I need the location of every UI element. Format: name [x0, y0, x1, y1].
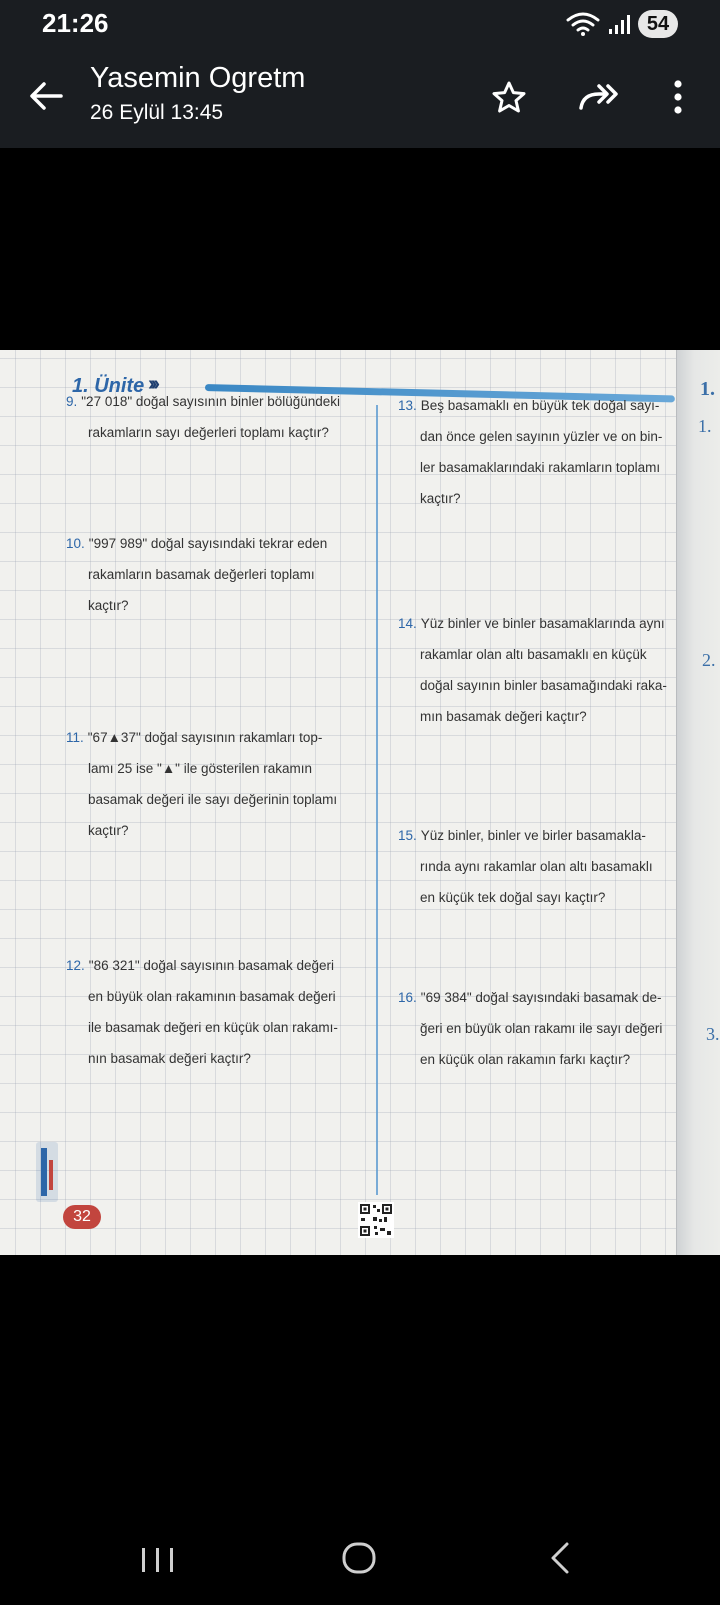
question-14: [398, 608, 667, 732]
question-text: kaçtır?: [88, 823, 129, 838]
question-text: basamak değeri ile sayı değerinin toplamı: [88, 792, 338, 807]
question-text: en büyük olan rakamının basamak değeri: [88, 989, 336, 1004]
question-text: rakamlar olan altı basamaklı en küçük: [420, 647, 647, 662]
next-page-number: 1.: [698, 416, 712, 436]
question-text: "69 384" doğal sayısındaki basamak de-: [420, 990, 662, 1005]
star-button[interactable]: [488, 76, 530, 118]
question-text: Yüz binler, binler ve birler basamakla-: [420, 828, 646, 843]
question-text: "86 321" doğal sayısının basamak değeri: [88, 958, 335, 973]
question-text: Beş basamaklı en büyük tek doğal sayı-: [420, 398, 660, 413]
page-number: 32: [63, 1205, 101, 1229]
question-text: mın basamak değeri kaçtır?: [420, 709, 587, 724]
next-page-number: 3.: [706, 1024, 720, 1044]
status-icons: [566, 10, 678, 38]
publisher-logo: [32, 1140, 62, 1204]
forward-button[interactable]: [575, 76, 621, 118]
wifi-icon: [566, 11, 600, 37]
navigation-bar: [0, 1510, 720, 1605]
question-text: en küçük olan rakamın farkı kaçtır?: [420, 1052, 631, 1067]
question-number: 15.: [398, 828, 417, 843]
status-bar: [0, 0, 720, 48]
question-number: 12.: [66, 958, 85, 973]
question-number: 16.: [398, 990, 417, 1005]
question-text: ler basamaklarındaki rakamların toplamı: [420, 460, 661, 475]
next-page-number: 1.: [700, 378, 715, 400]
column-divider: [376, 405, 378, 1195]
question-9: [66, 386, 340, 448]
question-number: 13.: [398, 398, 417, 413]
question-text: ile basamak değeri en küçük olan rakamı-: [88, 1020, 338, 1035]
question-text: nın basamak değeri kaçtır?: [88, 1051, 251, 1066]
question-16: [398, 982, 662, 1075]
question-text: doğal sayının binler basamağındaki raka-: [420, 678, 667, 693]
question-12: [66, 950, 338, 1074]
back-button[interactable]: [24, 74, 68, 118]
question-text: "997 989" doğal sayısındaki tekrar eden: [88, 536, 328, 551]
forward-icon: [577, 82, 619, 112]
attached-photo[interactable]: [0, 350, 720, 1255]
question-13: [398, 390, 662, 514]
question-text: kaçtır?: [88, 598, 129, 613]
next-page-number: 2.: [702, 650, 716, 670]
signal-icon: [608, 13, 630, 35]
arrow-left-icon: [29, 81, 63, 111]
home-icon[interactable]: [340, 1538, 380, 1578]
back-icon[interactable]: [545, 1538, 575, 1578]
question-text: ğeri en büyük olan rakamı ile sayı değeri: [420, 1021, 663, 1036]
sent-date: 26 Eylül 13:45: [90, 101, 224, 124]
question-text: lamı 25 ise "▲" ile gösterilen rakamın: [88, 761, 313, 776]
question-text: rakamların basamak değerleri toplamı: [88, 567, 315, 582]
star-icon: [491, 80, 527, 114]
unit-title: 1. Ünite: [72, 375, 145, 397]
qr-code-icon: [358, 1202, 394, 1238]
question-10: [66, 528, 327, 621]
question-number: 10.: [66, 536, 85, 551]
question-text: dan önce gelen sayının yüzler ve on bin-: [420, 429, 663, 444]
question-11: [66, 722, 337, 846]
battery-badge: 54: [638, 10, 678, 38]
question-text: en küçük tek doğal sayı kaçtır?: [420, 890, 606, 905]
question-text: "27 018" doğal sayısının binler bölüğündeki: [81, 394, 341, 409]
question-text: Yüz binler ve binler basamaklarında aynı: [420, 616, 665, 631]
question-text: rakamların sayı değerleri toplamı kaçtır?: [88, 425, 329, 440]
question-number: 11.: [66, 730, 84, 745]
more-options-button[interactable]: [660, 74, 696, 120]
sender-name: Yasemin Ogretm: [90, 62, 306, 94]
question-text: "67▲37" doğal sayısının rakamları top-: [87, 730, 323, 745]
recent-apps-icon[interactable]: [138, 1540, 178, 1580]
next-page-edge: [676, 350, 720, 1255]
status-time: 21:26: [42, 8, 109, 38]
unit-chevrons: ›››: [148, 373, 156, 395]
more-vert-icon: [672, 80, 684, 114]
title-block: [90, 62, 305, 125]
question-text: kaçtır?: [420, 491, 461, 506]
app-bar: [0, 48, 720, 148]
question-number: 9.: [66, 394, 78, 409]
question-number: 14.: [398, 616, 417, 631]
question-text: rında aynı rakamlar olan altı basamaklı: [420, 859, 653, 874]
question-15: [398, 820, 653, 913]
